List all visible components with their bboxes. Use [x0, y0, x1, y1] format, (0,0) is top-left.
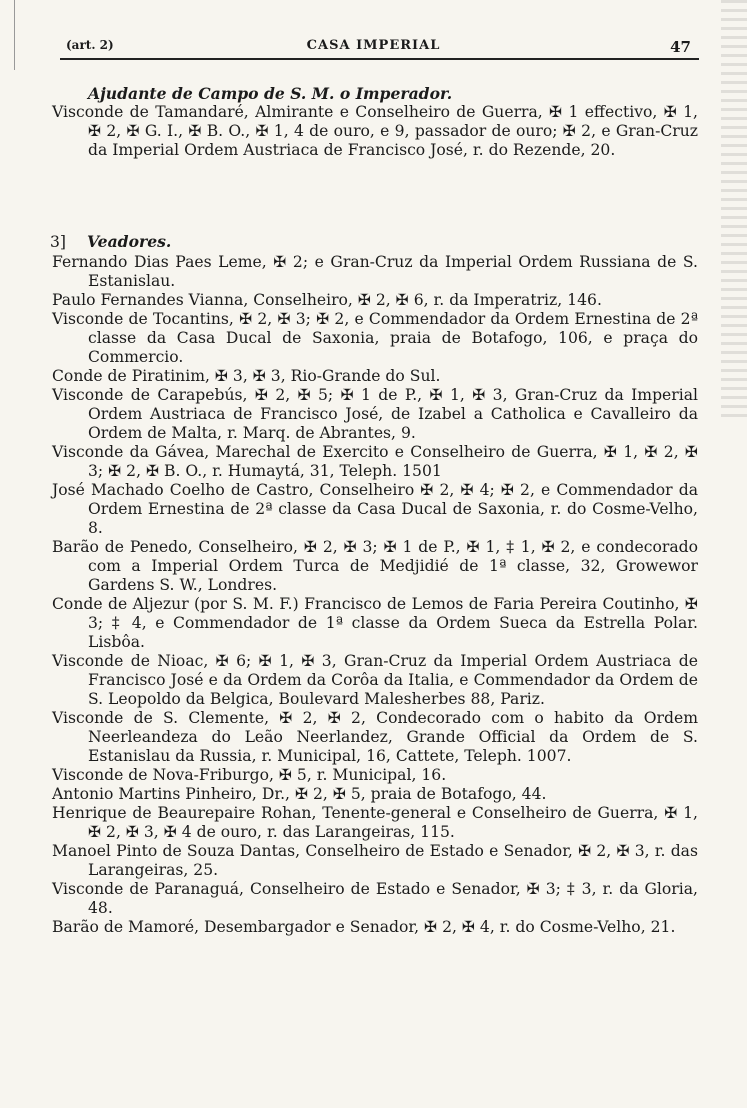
list-item: Visconde de Nova-Friburgo, ✠ 5, r. Municipal, 16.	[52, 766, 447, 784]
page-number: 47	[670, 38, 691, 56]
list-item: Fernando Dias Paes Leme, ✠ 2; e Gran-Cruz da Imperial Ordem Russiana de S. Estanislau.	[52, 253, 698, 290]
section-heading: Veadores.	[86, 232, 172, 251]
section-heading: Ajudante de Campo de S. M. o Imperador.	[88, 84, 453, 103]
list-item: Henrique de Beaurepaire Rohan, Tenente-general e Conselheiro de Guerra, ✠ 1, ✠ 2, ✠ 3, ✠ 4 de ouro, r. das Larangeiras, 115.	[52, 804, 698, 841]
section-ajudante	[50, 84, 698, 160]
section-veadores	[50, 232, 698, 937]
list-item: Visconde de S. Clemente, ✠ 2, ✠ 2, Condecorado com o habito da Ordem Neerleandeza do Leão Neerlandez, Grande Official da Ordem de S. Estanislau da Russia, r. Municipal, 16, Cattete, Teleph. 1007.	[52, 709, 698, 765]
list-item: Paulo Fernandes Vianna, Conselheiro, ✠ 2, ✠ 6, r. da Imperatriz, 146.	[52, 291, 602, 309]
list-item: Visconde de Tocantins, ✠ 2, ✠ 3; ✠ 2, e Commendador da Ordem Ernestina de 2ª classe da Casa Ducal de Saxonia, praia de Botafogo, 106, e praça do Commercio.	[52, 310, 698, 366]
list-item: Visconde de Tamandaré, Almirante e Conselheiro de Guerra, ✠ 1 effectivo, ✠ 1, ✠ 2, ✠ G. I., ✠ B. O., ✠ 1, 4 de ouro, e 9, passador de ouro; ✠ 2, e Gran-Cruz da Imperial Ordem Austriaca de Francisco José, r. do Rezende, 20.	[52, 103, 698, 159]
list-item: Conde de Piratinim, ✠ 3, ✠ 3, Rio-Grande do Sul.	[52, 367, 441, 385]
section-number: 3]	[50, 233, 67, 251]
list-item: Manoel Pinto de Souza Dantas, Conselheiro de Estado e Senador, ✠ 2, ✠ 3, r. das Larangeiras, 25.	[52, 842, 698, 879]
header-rule	[60, 58, 699, 60]
section-heading-row	[50, 232, 698, 252]
list-item: Visconde de Paranaguá, Conselheiro de Estado e Senador, ✠ 3; ‡ 3, r. da Gloria, 48.	[52, 880, 698, 917]
list-item: Barão de Mamoré, Desembargador e Senador, ✠ 2, ✠ 4, r. do Cosme-Velho, 21.	[52, 918, 676, 936]
page-edge-shadow	[0, 0, 15, 70]
list-item: Visconde de Nioac, ✠ 6; ✠ 1, ✠ 3, Gran-Cruz da Imperial Ordem Austriaca de Francisco José e da Ordem da Corôa da Italia, e Commendador da Ordem de S. Leopoldo da Belgica, Boulevard Malesherbes 88, Pariz.	[52, 652, 698, 708]
header-article: (art. 2)	[66, 38, 114, 52]
list-item: Visconde da Gávea, Marechal de Exercito e Conselheiro de Guerra, ✠ 1, ✠ 2, ✠ 3; ✠ 2, ✠ B. O., r. Humaytá, 31, Teleph. 1501	[52, 443, 698, 480]
list-item: Antonio Martins Pinheiro, Dr., ✠ 2, ✠ 5, praia de Botafogo, 44.	[52, 785, 547, 803]
page-edge-stain	[721, 0, 747, 420]
list-item: Visconde de Carapebús, ✠ 2, ✠ 5; ✠ 1 de P., ✠ 1, ✠ 3, Gran-Cruz da Imperial Ordem Austriaca de Francisco José, de Izabel a Catholica e Cavalleiro da Ordem de Malta, r. Marq. de Abrantes, 9.	[52, 386, 698, 442]
header-title: CASA IMPERIAL	[306, 38, 441, 53]
list-item: Barão de Penedo, Conselheiro, ✠ 2, ✠ 3; ✠ 1 de P., ✠ 1, ‡ 1, ✠ 2, e condecorado com a Imperial Ordem Turca de Medjidié de 1ª classe, 32, Growewor Gardens S. W., Londres.	[52, 538, 698, 594]
list-item: José Machado Coelho de Castro, Conselheiro ✠ 2, ✠ 4; ✠ 2, e Commendador da Ordem Ernestina de 2ª classe da Casa Ducal de Saxonia, r. do Cosme-Velho, 8.	[52, 481, 698, 537]
list-item: Conde de Aljezur (por S. M. F.) Francisco de Lemos de Faria Pereira Coutinho, ✠ 3; ‡ 4, e Commendador de 1ª classe da Ordem Sueca da Estrella Polar. Lisbôa.	[52, 595, 698, 651]
